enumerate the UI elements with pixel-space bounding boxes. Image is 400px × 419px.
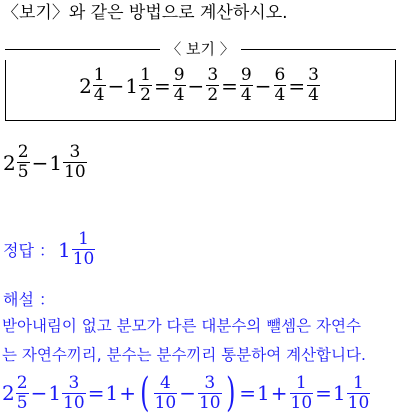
- denominator: 2: [207, 85, 219, 105]
- whole-number: 1: [125, 73, 139, 98]
- denominator: 2: [140, 85, 151, 105]
- fraction: [307, 66, 320, 105]
- operator: +: [119, 381, 136, 405]
- fraction: [93, 66, 106, 105]
- denominator: 4: [240, 85, 252, 105]
- numerator: 9: [240, 65, 252, 85]
- whole-number: 1: [48, 381, 62, 405]
- example-box-title: 〈 보기 〉: [160, 39, 241, 59]
- denominator: 4: [93, 85, 105, 105]
- fraction: [62, 374, 86, 413]
- explanation-line-2: 는 자연수끼리, 분수는 분수끼리 통분하여 계산합니다.: [2, 346, 366, 364]
- parenthesis: (: [140, 370, 150, 416]
- numerator: 1: [140, 65, 151, 85]
- denominator: 10: [154, 392, 177, 413]
- numerator: 3: [204, 372, 216, 393]
- answer-label: 정답 ：: [3, 241, 55, 260]
- whole-number: 2: [3, 150, 16, 175]
- denominator: 4: [308, 85, 319, 105]
- fraction: [198, 374, 222, 413]
- denominator: 5: [17, 162, 29, 182]
- numerator: 2: [17, 142, 29, 162]
- whole-number: 2: [79, 73, 92, 98]
- explanation-label: 해설 ：: [3, 290, 55, 309]
- whole-number: 1: [257, 381, 270, 405]
- fraction: [347, 374, 371, 413]
- operator: −: [107, 73, 125, 98]
- fraction: [290, 374, 314, 413]
- whole-number: 1: [58, 237, 71, 262]
- fraction: [173, 66, 186, 105]
- numerator: 3: [207, 65, 219, 85]
- numerator: 1: [353, 372, 364, 393]
- operator: +: [270, 381, 288, 405]
- denominator: 10: [72, 249, 95, 269]
- numerator: 6: [274, 65, 286, 85]
- parenthesis: ): [225, 370, 236, 416]
- numerator: 9: [173, 65, 185, 85]
- denominator: 5: [16, 392, 28, 413]
- numerator: 1: [93, 65, 105, 85]
- operator: =: [288, 73, 306, 98]
- numerator: 3: [68, 372, 80, 393]
- operator: =: [221, 73, 238, 98]
- numerator: 3: [308, 65, 319, 85]
- denominator: 10: [63, 392, 85, 413]
- whole-number: 1: [332, 381, 346, 405]
- header-line-left: [5, 49, 160, 50]
- numerator: 2: [16, 372, 28, 393]
- problem-equation: [3, 143, 88, 182]
- fraction: [139, 66, 152, 105]
- operator: −: [30, 381, 48, 405]
- fraction: [240, 66, 253, 105]
- example-box-header: [5, 38, 396, 60]
- whole-number: 2: [2, 381, 15, 405]
- fraction: [72, 230, 96, 269]
- instruction-text: 〈보기〉와 같은 방법으로 계산하시오.: [2, 3, 288, 23]
- answer-equation: [58, 230, 96, 269]
- denominator: 4: [274, 85, 286, 105]
- whole-number: 1: [105, 381, 119, 405]
- header-line-right: [241, 49, 396, 50]
- denominator: 10: [290, 392, 313, 413]
- operator: −: [31, 150, 49, 175]
- fraction: [63, 143, 87, 182]
- numerator: 1: [295, 372, 307, 393]
- denominator: 10: [347, 392, 370, 413]
- fraction: [274, 66, 287, 105]
- explanation-line-1: 받아내림이 없고 분모가 다른 대분수의 뺄셈은 자연수: [2, 317, 361, 335]
- denominator: 10: [64, 162, 86, 182]
- numerator: 1: [78, 229, 89, 249]
- operator: =: [315, 381, 332, 405]
- operator: −: [187, 73, 205, 98]
- operator: −: [179, 381, 196, 405]
- numerator: 3: [69, 142, 81, 162]
- operator: =: [87, 381, 105, 405]
- operator: =: [153, 73, 171, 98]
- example-equation: [0, 66, 400, 105]
- whole-number: 1: [49, 150, 63, 175]
- fraction: [16, 374, 29, 413]
- denominator: 10: [198, 392, 221, 413]
- numerator: 4: [159, 372, 171, 393]
- explanation-equation: [2, 370, 371, 416]
- fraction: [17, 143, 30, 182]
- denominator: 4: [173, 85, 185, 105]
- fraction: [154, 374, 178, 413]
- fraction: [206, 66, 219, 105]
- operator: =: [239, 381, 256, 405]
- operator: −: [254, 73, 272, 98]
